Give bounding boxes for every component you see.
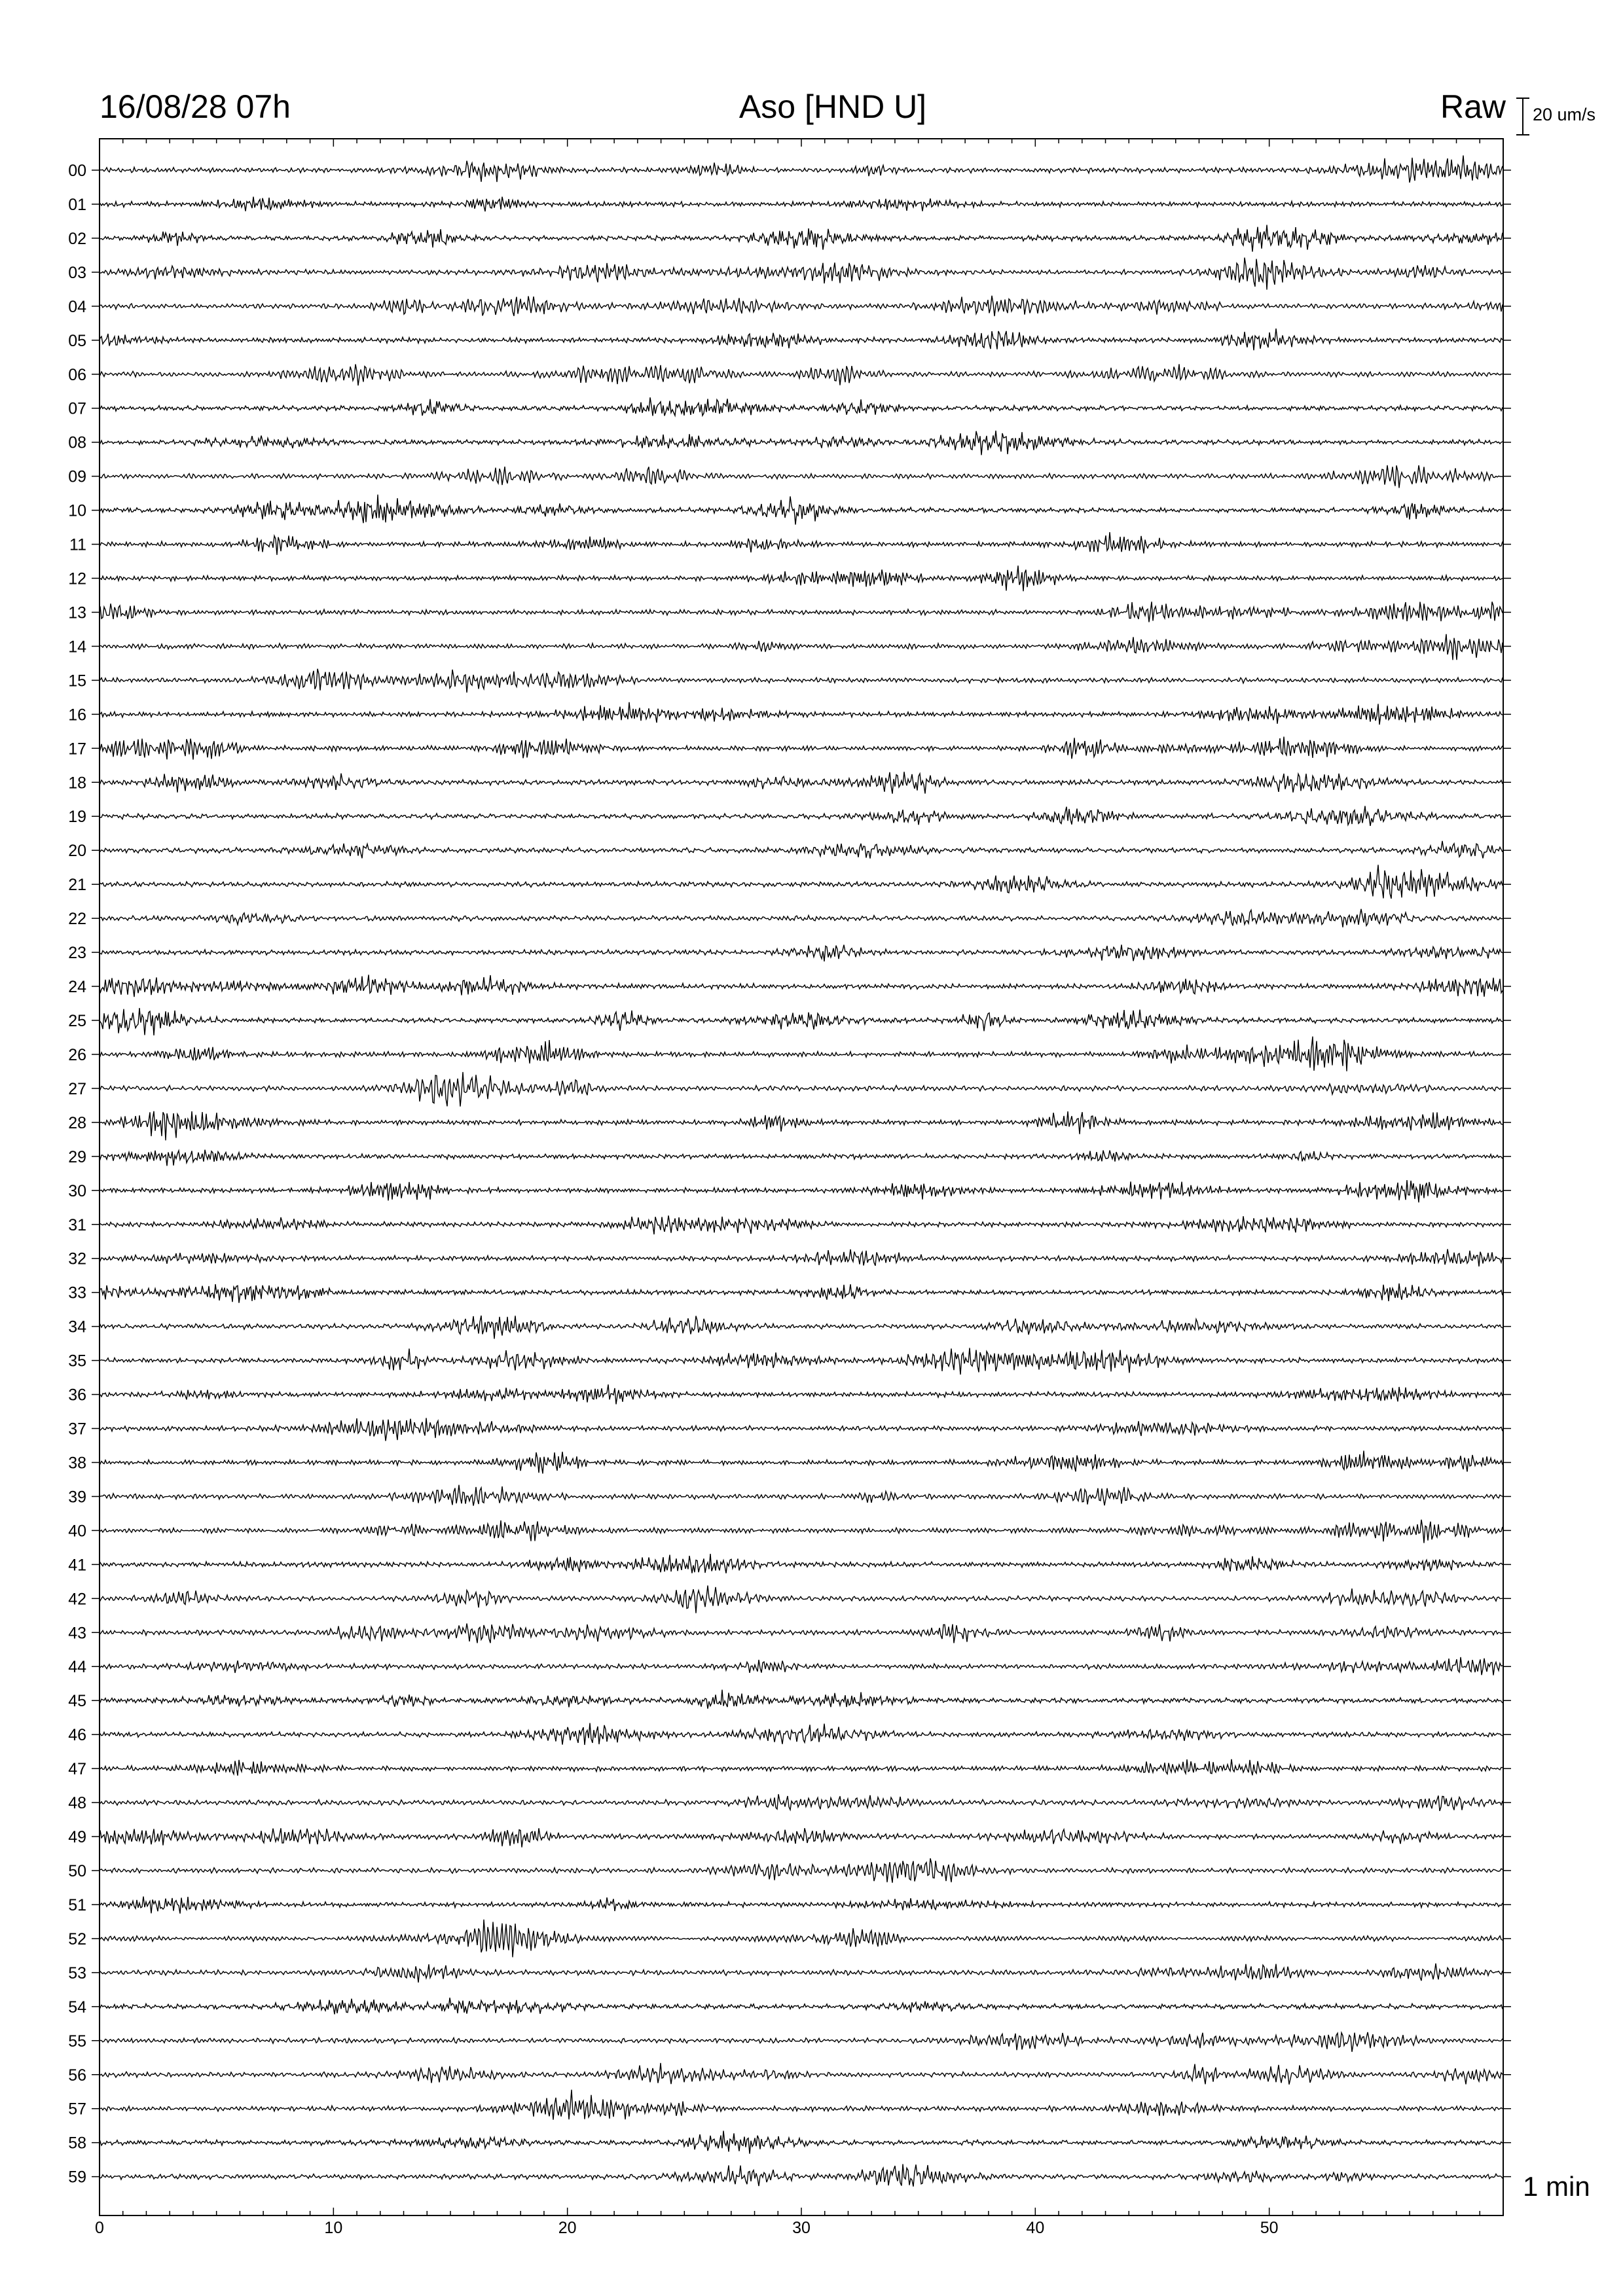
- trace-line-23: [100, 944, 1503, 961]
- row-label-59: 59: [68, 2168, 86, 2187]
- x-tick-label-20: 20: [558, 2219, 577, 2237]
- row-label-48: 48: [68, 1794, 86, 1813]
- trace-line-21: [100, 865, 1503, 899]
- trace-line-05: [100, 329, 1503, 350]
- row-label-57: 57: [68, 2100, 86, 2119]
- trace-line-26: [100, 1037, 1503, 1071]
- trace-line-44: [100, 1657, 1503, 1676]
- row-label-12: 12: [68, 569, 86, 588]
- trace-line-56: [100, 2063, 1503, 2085]
- trace-line-40: [100, 1520, 1503, 1543]
- trace-line-27: [100, 1072, 1503, 1107]
- trace-line-20: [100, 841, 1503, 859]
- row-label-33: 33: [68, 1283, 86, 1302]
- row-label-50: 50: [68, 1862, 86, 1880]
- trace-line-13: [100, 601, 1503, 622]
- trace-line-29: [100, 1150, 1503, 1166]
- row-label-18: 18: [68, 774, 86, 793]
- trace-line-30: [100, 1180, 1503, 1202]
- trace-line-09: [100, 465, 1503, 488]
- trace-line-48: [100, 1794, 1503, 1811]
- trace-line-41: [100, 1554, 1503, 1573]
- row-label-24: 24: [68, 978, 86, 997]
- row-label-23: 23: [68, 944, 86, 963]
- trace-line-36: [100, 1384, 1503, 1404]
- row-label-42: 42: [68, 1590, 86, 1609]
- x-tick-label-10: 10: [324, 2219, 343, 2237]
- trace-line-54: [100, 1998, 1503, 2014]
- date-label: 16/08/28 07h: [100, 88, 291, 125]
- trace-group: [100, 156, 1503, 2187]
- row-label-30: 30: [68, 1181, 86, 1200]
- trace-line-32: [100, 1249, 1503, 1267]
- row-label-37: 37: [68, 1420, 86, 1439]
- row-label-55: 55: [68, 2032, 86, 2051]
- trace-line-59: [100, 2164, 1503, 2186]
- trace-line-31: [100, 1215, 1503, 1234]
- trace-line-34: [100, 1316, 1503, 1339]
- trace-line-53: [100, 1964, 1503, 1982]
- trace-line-57: [100, 2090, 1503, 2120]
- row-label-06: 06: [68, 365, 86, 384]
- row-label-14: 14: [68, 637, 86, 656]
- row-label-52: 52: [68, 1929, 86, 1948]
- trace-line-10: [100, 495, 1503, 525]
- row-label-21: 21: [68, 876, 86, 895]
- row-label-44: 44: [68, 1658, 86, 1677]
- row-label-22: 22: [68, 910, 86, 929]
- trace-line-51: [100, 1897, 1503, 1914]
- row-label-01: 01: [68, 195, 86, 214]
- trace-line-14: [100, 634, 1503, 660]
- trace-line-33: [100, 1283, 1503, 1303]
- trace-line-03: [100, 258, 1503, 290]
- row-label-54: 54: [68, 1998, 86, 2017]
- row-label-51: 51: [68, 1895, 86, 1914]
- row-label-56: 56: [68, 2066, 86, 2085]
- trace-line-47: [100, 1759, 1503, 1776]
- row-label-05: 05: [68, 331, 86, 350]
- trace-line-45: [100, 1690, 1503, 1709]
- trace-line-18: [100, 772, 1503, 794]
- row-label-02: 02: [68, 229, 86, 248]
- trace-line-52: [100, 1920, 1503, 1958]
- trace-line-25: [100, 1008, 1503, 1035]
- row-label-32: 32: [68, 1249, 86, 1268]
- row-label-40: 40: [68, 1522, 86, 1541]
- trace-line-19: [100, 806, 1503, 826]
- row-label-47: 47: [68, 1760, 86, 1779]
- trace-line-00: [100, 156, 1503, 183]
- amplitude-scale-label: 20 um/s: [1533, 105, 1596, 124]
- row-label-49: 49: [68, 1828, 86, 1847]
- trace-line-24: [100, 975, 1503, 997]
- trace-line-35: [100, 1348, 1503, 1374]
- trace-line-58: [100, 2131, 1503, 2154]
- trace-line-06: [100, 364, 1503, 386]
- row-label-36: 36: [68, 1386, 86, 1405]
- row-label-39: 39: [68, 1488, 86, 1507]
- x-axis-unit-label: 1 min: [1523, 2171, 1590, 2202]
- row-label-58: 58: [68, 2134, 86, 2153]
- row-label-16: 16: [68, 706, 86, 725]
- trace-line-39: [100, 1485, 1503, 1506]
- trace-line-08: [100, 431, 1503, 455]
- tick-group: [92, 139, 1511, 2237]
- x-tick-label-0: 0: [95, 2219, 104, 2237]
- row-label-10: 10: [68, 501, 86, 520]
- row-label-34: 34: [68, 1318, 86, 1336]
- row-label-46: 46: [68, 1726, 86, 1745]
- trace-line-49: [100, 1828, 1503, 1847]
- trace-line-04: [100, 296, 1503, 316]
- row-label-41: 41: [68, 1556, 86, 1575]
- row-label-11: 11: [69, 535, 86, 554]
- row-label-00: 00: [68, 162, 86, 180]
- trace-line-55: [100, 2032, 1503, 2052]
- row-label-19: 19: [68, 808, 86, 827]
- trace-line-15: [100, 669, 1503, 692]
- trace-line-01: [100, 197, 1503, 212]
- row-label-17: 17: [68, 740, 86, 759]
- x-tick-label-50: 50: [1260, 2219, 1279, 2237]
- trace-line-07: [100, 397, 1503, 416]
- row-label-53: 53: [68, 1964, 86, 1982]
- row-label-15: 15: [68, 672, 86, 691]
- row-label-group: [68, 162, 86, 2187]
- trace-line-11: [100, 532, 1503, 555]
- row-label-45: 45: [68, 1692, 86, 1711]
- row-label-20: 20: [68, 842, 86, 861]
- trace-line-43: [100, 1624, 1503, 1643]
- x-tick-label-30: 30: [792, 2219, 811, 2237]
- row-label-04: 04: [68, 297, 86, 316]
- trace-line-38: [100, 1451, 1503, 1474]
- row-label-25: 25: [68, 1012, 86, 1030]
- row-label-31: 31: [68, 1215, 86, 1234]
- trace-line-17: [100, 737, 1503, 760]
- row-label-43: 43: [68, 1624, 86, 1643]
- trace-line-28: [100, 1111, 1503, 1141]
- trace-line-42: [100, 1586, 1503, 1613]
- row-label-09: 09: [68, 467, 86, 486]
- trace-line-16: [100, 702, 1503, 725]
- trace-line-22: [100, 909, 1503, 927]
- trace-line-12: [100, 565, 1503, 591]
- mode-label: Raw: [1440, 88, 1506, 125]
- station-title: Aso [HND U]: [739, 88, 927, 125]
- row-label-35: 35: [68, 1352, 86, 1371]
- x-tick-label-40: 40: [1026, 2219, 1045, 2237]
- row-label-28: 28: [68, 1113, 86, 1132]
- row-label-07: 07: [68, 399, 86, 418]
- trace-line-46: [100, 1723, 1503, 1746]
- row-label-38: 38: [68, 1454, 86, 1473]
- trace-line-50: [100, 1858, 1503, 1882]
- row-label-08: 08: [68, 433, 86, 452]
- trace-line-02: [100, 225, 1503, 252]
- row-label-13: 13: [68, 603, 86, 622]
- row-label-26: 26: [68, 1045, 86, 1064]
- row-label-03: 03: [68, 263, 86, 282]
- trace-line-37: [100, 1418, 1503, 1441]
- row-label-29: 29: [68, 1147, 86, 1166]
- row-label-27: 27: [68, 1079, 86, 1098]
